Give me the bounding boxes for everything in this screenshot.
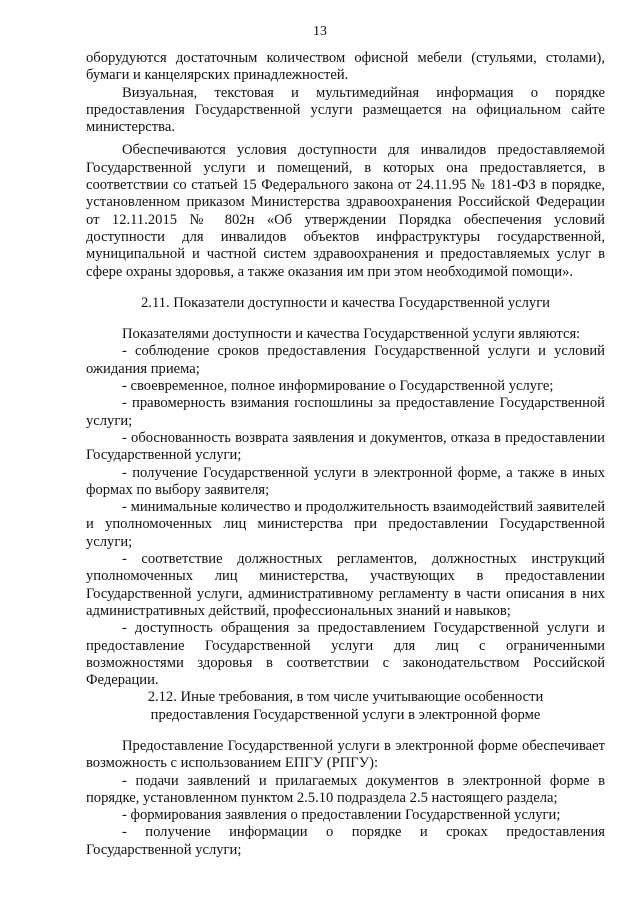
list-item: - формирования заявления о предоставлении Государственной услуги; xyxy=(122,807,561,824)
paragraph-accessibility: Обеспечиваются условия доступности для инвалидов предоставляемой Государственной услуги и помещений, в которых она предоставляется, в соответствии со статьей 15 Федерального закона от 24.11.95 № 181-ФЗ в порядке, установленном приказом Министерства здравоохранения Российской Федерации от 12.11.2015 № 802н «Об утверждении Порядка обеспечения условий доступности для инвалидов объектов инфраструктуры государственной, муниципальной и частной систем здравоохранения и предоставляемых услуг в сфере охраны здоровья, а также оказания им при этом необходимой помощи». xyxy=(86,142,605,280)
list-item: - обоснованность возврата заявления и документов, отказа в предоставлении Государственной услуги; xyxy=(86,429,605,464)
list-item: - доступность обращения за предоставлением Государственной услуги и предоставление Государственной услуги для лиц с ограниченными возможностями здоровья в соответствии с законодательством Российской Федерации. xyxy=(86,620,605,689)
list-item: - получение информации о порядке и сроках предоставления Государственной услуги; xyxy=(86,824,605,858)
paragraph-furniture: оборудуются достаточным количеством офисной мебели (стульями, столами), бумаги и канцелярских принадлежностей. xyxy=(86,50,605,84)
list-item: - соблюдение сроков предоставления Государственной услуги и условий ожидания приема; xyxy=(86,343,605,377)
section-heading-2-12-line1: 2.12. Иные требования, в том числе учитывающие особенности xyxy=(147,689,544,706)
section-heading-2-11: 2.11. Показатели доступности и качества Государственной услуги xyxy=(141,294,550,311)
section-2-11-intro: Показателями доступности и качества Государственной услуги являются: xyxy=(122,326,581,343)
list-item: - получение Государственной услуги в электронной форме, а также в иных формах по выбору заявителя; xyxy=(86,464,605,498)
section-heading-2-12-line2: предоставления Государственной услуги в электронной форме xyxy=(150,706,541,723)
list-item: - своевременное, полное информирование о Государственной услуге; xyxy=(122,378,554,395)
section-heading-2-12 xyxy=(86,689,605,724)
document-body xyxy=(86,50,605,859)
page-number: 13 xyxy=(313,24,327,39)
list-item: - соответствие должностных регламентов, должностных инструкций уполномоченных лиц министерства, участвующих в предоставлении Государственной услуги, административному регламенту в части описания в них административных действий, профессиональных знаний и навыков; xyxy=(86,551,605,619)
list-item: - подачи заявлений и прилагаемых документов в электронной форме в порядке, установленном пунктом 2.5.10 подраздела 2.5 настоящего раздела; xyxy=(86,772,605,806)
section-2-12-intro: Предоставление Государственной услуги в электронной форме обеспечивает возможность с использованием ЕПГУ (РПГУ): xyxy=(86,737,605,772)
paragraph-website-info: Визуальная, текстовая и мультимедийная информация о порядке предоставления Государственной услуги размещается на официальном сайте министерства. xyxy=(86,84,605,136)
list-item: - минимальные количество и продолжительность взаимодействий заявителей и уполномоченных лиц министерства при предоставлении Государственной услуги; xyxy=(86,499,605,550)
list-item: - правомерность взимания госпошлины за предоставление Государственной услуги; xyxy=(86,395,605,429)
